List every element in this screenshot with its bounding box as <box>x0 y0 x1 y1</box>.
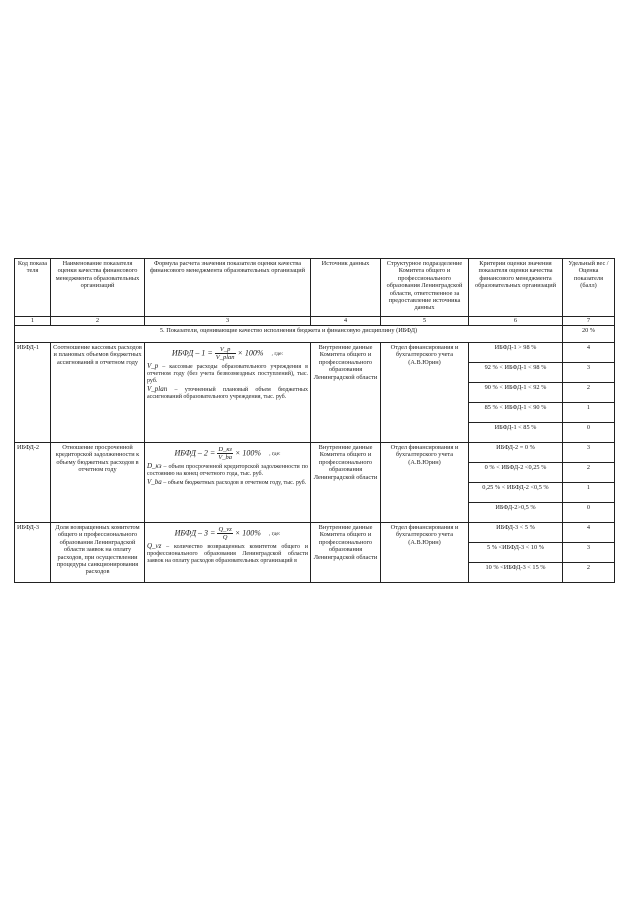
formula-lhs: ИБФД – 3 = <box>174 528 216 538</box>
criterion-score: 1 <box>563 483 615 503</box>
indicator-name: Отношение просроченной кредиторской задолженности к объему бюджетных расходов в отчетном году <box>51 443 145 523</box>
criterion-score: 3 <box>563 363 615 383</box>
col-number: 3 <box>145 317 311 326</box>
criterion-score: 0 <box>563 423 615 443</box>
formula-explanation <box>147 543 308 565</box>
criterion: ИБФД-1 < 85 % <box>469 423 563 443</box>
indicator-code: ИБФД-1 <box>15 343 51 443</box>
formula-where: , где: <box>269 451 281 458</box>
formula-lhs: ИБФД – 1 = <box>171 348 213 358</box>
criterion: 5 % <ИБФД-3 < 10 % <box>469 543 563 563</box>
formula-numerator: Q_vz <box>218 526 232 533</box>
criterion-score: 2 <box>563 383 615 403</box>
formula-expression <box>147 446 308 461</box>
header-row <box>15 259 615 317</box>
indicator-source: Внутренние данные Комитета общего и профессионального образования Ленинградской области <box>311 443 381 523</box>
formula-explanation <box>147 479 308 487</box>
table-row <box>15 523 615 543</box>
table-row <box>15 443 615 463</box>
formula-fraction <box>217 526 232 541</box>
criterion-score: 1 <box>563 403 615 423</box>
variable-symbol: D_кз <box>147 462 162 470</box>
criterion: 0,25 % < ИБФД-2 <0,5 % <box>469 483 563 503</box>
formula-explanation <box>147 463 308 478</box>
formula-explanation <box>147 386 308 401</box>
col-number: 6 <box>469 317 563 326</box>
indicator-formula <box>145 343 311 443</box>
header-formula: Формула расчета значения показателя оценки качества финансового менеджмента образовательных организаций <box>145 259 311 317</box>
criterion: 92 % < ИБФД-1 < 98 % <box>469 363 563 383</box>
indicators-table <box>14 258 615 583</box>
criterion: 10 % <ИБФД-3 < 15 % <box>469 563 563 583</box>
indicator-code: ИБФД-2 <box>15 443 51 523</box>
criterion-score: 2 <box>563 563 615 583</box>
col-number: 1 <box>15 317 51 326</box>
variable-description: – кассовые расходы образовательного учреждения в отчетном году (без учета безвозмездных поступлений), тыс. руб. <box>147 364 308 384</box>
formula-where: , где: <box>271 351 284 358</box>
variable-symbol: V_plan <box>147 385 168 393</box>
criterion-score: 3 <box>563 543 615 563</box>
criterion: 0 % < ИБФД-2 <0,25 % <box>469 463 563 483</box>
criterion-score: 0 <box>563 503 615 523</box>
variable-description: – уточненный плановый объем бюджетных ассигнований образовательного учреждения, тыс. руб. <box>147 387 308 400</box>
criterion: ИБФД-1 > 98 % <box>469 343 563 363</box>
section-title: 5. Показатели, оценивающие качество исполнения бюджета и финансовую дисциплину (ИБФД) <box>15 326 563 343</box>
formula-denominator: V_plan <box>215 354 235 361</box>
formula-explanation <box>147 363 308 385</box>
variable-description: – объем бюджетных расходов в отчетном году, тыс. руб. <box>161 480 307 486</box>
formula-denominator: V_ba <box>218 454 232 461</box>
header-code: Код показа теля <box>15 259 51 317</box>
formula-denominator: Q <box>222 534 228 541</box>
indicator-formula <box>145 443 311 523</box>
variable-symbol: V_р <box>147 362 159 370</box>
formula-expression <box>147 526 308 541</box>
criterion-score: 4 <box>563 343 615 363</box>
criterion: 90 % < ИБФД-1 < 92 % <box>469 383 563 403</box>
criterion: ИБФД-3 < 5 % <box>469 523 563 543</box>
criterion: 85 % < ИБФД-1 < 90 % <box>469 403 563 423</box>
formula-fraction <box>215 346 236 361</box>
section-share: 20 % <box>563 326 615 343</box>
header-source: Источник данных <box>311 259 381 317</box>
indicator-unit: Отдел финансирования и бухгалтерского учета (А.В.Юрин) <box>381 443 469 523</box>
column-number-row <box>15 317 615 326</box>
criterion: ИБФД-2 = 0 % <box>469 443 563 463</box>
criterion-score: 4 <box>563 523 615 543</box>
indicator-source: Внутренние данные Комитета общего и профессионального образования Ленинградской области <box>311 343 381 443</box>
criterion-score: 3 <box>563 443 615 463</box>
indicator-name: Доля возвращенных комитетом общего и профессионального образования Ленинградской области заявок на оплату расходов, при осуществлении процедуры санкционирования расходов <box>51 523 145 583</box>
col-number: 5 <box>381 317 469 326</box>
variable-symbol: Q_vz <box>147 542 162 550</box>
formula-fraction <box>217 446 233 461</box>
indicator-unit: Отдел финансирования и бухгалтерского учета (А.В.Юрин) <box>381 523 469 583</box>
formula-lhs: ИБФД – 2 = <box>174 448 216 458</box>
variable-description: – количество возвращенных комитетом общего и профессионального образования Ленинградской области заявок на оплату расходов образовательных организаций в <box>147 544 308 564</box>
col-number: 2 <box>51 317 145 326</box>
variable-symbol: V_ba <box>147 478 162 486</box>
indicator-name: Соотношение кассовых расходов и плановых объемов бюджетных ассигнований в отчетном году <box>51 343 145 443</box>
indicator-source: Внутренние данные Комитета общего и профессионального образования Ленинградской области <box>311 523 381 583</box>
variable-description: – объем просроченной кредиторской задолженности по состоянию на конец отчетного года, тыс. руб. <box>147 464 308 477</box>
formula-where: , где: <box>268 531 281 538</box>
header-weight: Удельный вес / Оценка показателя (балл) <box>563 259 615 317</box>
criterion-score: 2 <box>563 463 615 483</box>
formula-tail: × 100% <box>235 448 262 458</box>
formula-expression <box>147 346 308 361</box>
indicator-code: ИБФД-3 <box>15 523 51 583</box>
formula-tail: × 100% <box>234 528 261 538</box>
criterion: ИБФД-2>0,5 % <box>469 503 563 523</box>
col-number: 4 <box>311 317 381 326</box>
header-name: Наименование показателя оценки качества финансового менеджмента образовательных организаций <box>51 259 145 317</box>
indicator-formula <box>145 523 311 583</box>
section-row <box>15 326 615 343</box>
header-criteria: Критерии оценки значения показателя оценки качества финансового менеджмента образовательных организаций <box>469 259 563 317</box>
indicator-unit: Отдел финансирования и бухгалтерского учета (А.В.Юрин) <box>381 343 469 443</box>
formula-numerator: V_р <box>215 346 236 354</box>
table-row <box>15 343 615 363</box>
formula-tail: × 100% <box>237 348 264 358</box>
formula-numerator: D_кз <box>218 446 232 453</box>
header-unit: Структурное подразделение Комитета общего и профессионального образования Ленинградской области, ответственное за предоставление источника данных <box>381 259 469 317</box>
col-number: 7 <box>563 317 615 326</box>
